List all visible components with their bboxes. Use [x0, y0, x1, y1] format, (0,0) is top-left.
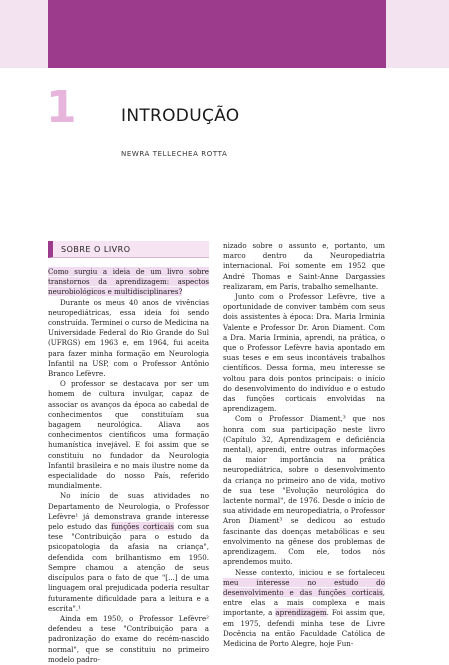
highlighted-text: aprendizagem: [275, 608, 327, 618]
section-heading: SOBRE O LIVRO: [61, 245, 131, 254]
text-run: com sua tese "Contribuição para o estudo da psicopatologia da afasia na criança", defendida com brilhantismo em 1950. Sempre chamou a atenção de seus discípulos para o fato de que "[...] de uma linguagem oral prejudicada poderia resultar futuramente dificuldade para a leitura e a escrita".¹: [48, 522, 209, 613]
section-heading-box: [48, 241, 209, 258]
text-run: Nesse contexto, iniciou e se fortaleceu: [235, 567, 385, 577]
highlighted-text: funções corticais: [111, 522, 174, 532]
paragraph: [223, 568, 385, 650]
right-column: [223, 241, 385, 649]
text-run: . Foi assim que, em 1975, defendi minha tese de Livre Docência na então Faculdade Católica de Medicina de Porto Alegre, hoje Fun-: [223, 608, 385, 648]
chapter-author: NEWRA TELLECHEA ROTTA: [121, 150, 228, 158]
chapter-title: INTRODUÇÃO: [121, 106, 240, 126]
paragraph: nizado sobre o assunto e, portanto, um marco dentro da Neuropediatria internacional. Foi somente em 1952 que André Thomas e Saint-Anne Dargassies realizaram, em Paris, trabalho semelhante.: [223, 241, 385, 291]
paragraph: Ainda em 1950, o Professor Lefèvre² defendeu a tese "Contribuição para a padronização do exame do recém-nascido normal", que se constituiu no primeiro modelo padro-: [48, 613, 209, 664]
left-column: [48, 267, 209, 665]
text-run: No início de suas atividades no Departamento de Neurologia, o Professor Lefèvre¹ já demonstrava grande interesse pelo estudo das: [48, 491, 209, 532]
paragraph: O professor se destacava por ser um homem de cultura invulgar, capaz de associar os avanços da época ao cabedal de conhecimentos que constituíam sua bagagem neurológica. Aliava aos conhecimentos científicos uma formação humanística invejável. E foi assim que se constituiu no fundador da Neurologia Infantil brasileira e no mais ilustre nome da especialidade do nosso País, referido mundialmente.: [48, 379, 209, 491]
header-accent-bar: [48, 0, 386, 68]
paragraph: [48, 491, 209, 613]
paragraph: Junto com o Professor Lefèvre, tive a oportunidade de conviver também com seus dois assistentes à época: Dra. Maria Irminia Valente e Professor Dr. Aron Diament. Com a Dra. Maria Irminia, aprendi, na prática, o que o Professor Lefèvre havia apontado em suas teses e em seus incontáveis trabalhos científicos. Dessa forma, meu interesse se voltou para dois pontos principais: o início do desenvolvimento do indivíduo e o estudo das funções corticais envolvidas na aprendizagem.: [223, 292, 385, 414]
paragraph: Durante os meus 40 anos de vivências neuropediátricas, essa ideia foi sendo construída. Terminei o curso de Medicina na Universidade Federal do Rio Grande do Sul (UFRGS) em 1963 e, em 1964, fui aceita para fazer minha formação em Neurologia Infantil na USP, com o Professor Antônio Branco Lefèvre.: [48, 297, 209, 379]
paragraph: Com o Professor Diament,³ que nos honra com sua participação neste livro (Capítulo 32, Aprendizagem e deficiência mental), aprendi, entre outras informações da maior importância na prática neuropediátrica, sobre o desenvolvimento da criança no primeiro ano de vida, motivo de sua tese "Evolução neurológica do lactente normal", de 1976. Desde o início de sua atividade em neuropediatria, o Professor Aron Diament³ se dedicou ao estudo fascinante das doenças metabólicas e seu envolvimento na gênese dos problemas de aprendizagem. Com ele, todos nós aprendemos muito.: [223, 414, 386, 567]
highlighted-text: meu interesse no estudo do desenvolvimento e das funções corticais: [223, 577, 385, 597]
question-highlight: Como surgiu a ideia de um livro sobre transtornos da aprendizagem: aspectos neurobiológicos e multidisciplinares?: [48, 267, 209, 297]
question-paragraph: [48, 267, 209, 298]
chapter-number: 1: [46, 82, 77, 133]
text-run: , entre elas a mais complexa e mais importante, a: [223, 587, 385, 618]
